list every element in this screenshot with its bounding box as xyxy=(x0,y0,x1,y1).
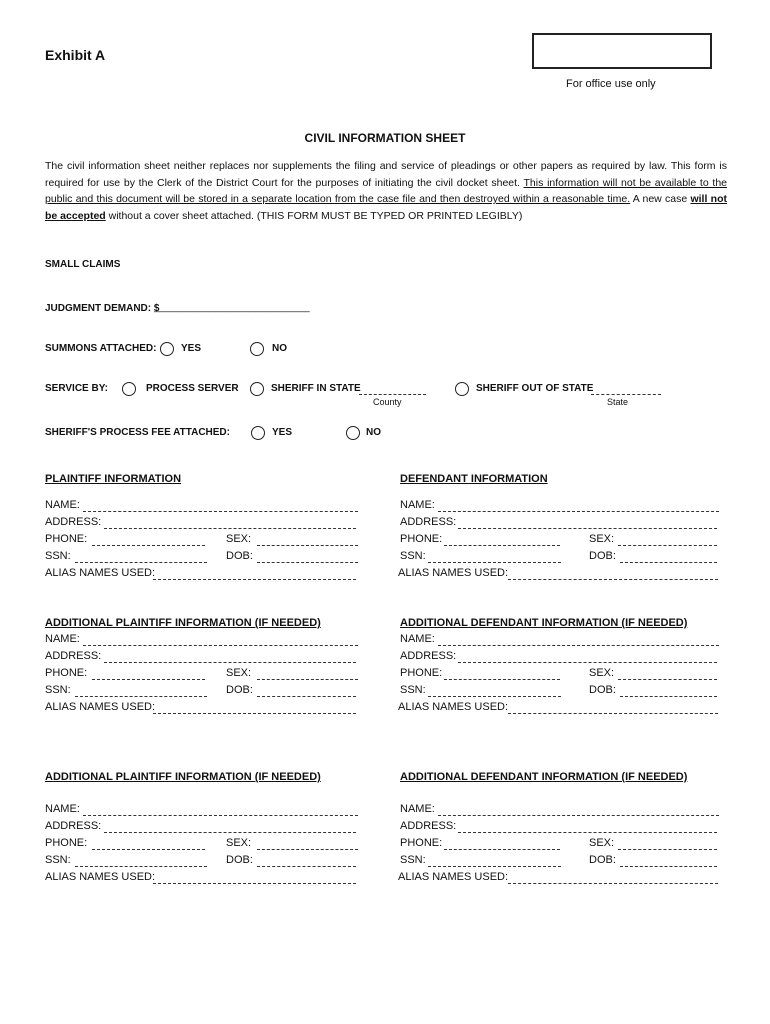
add-plaintiff-2-alias-field[interactable] xyxy=(153,883,356,884)
add-defendant-1-alias-field[interactable] xyxy=(508,713,718,714)
add-plaintiff-2-phone-label: PHONE: xyxy=(45,837,88,849)
add-plaintiff-1-ssn-field[interactable] xyxy=(75,696,207,697)
add-defendant-1-ssn-label: SSN: xyxy=(400,684,426,696)
add-defendant-1-phone-label: PHONE: xyxy=(400,667,443,679)
defendant-name-field[interactable] xyxy=(438,511,719,512)
add-defendant-2-ssn-field[interactable] xyxy=(428,866,561,867)
add-plaintiff-1-address-label: ADDRESS: xyxy=(45,650,102,662)
defendant-ssn-label: SSN: xyxy=(400,550,426,562)
small-claims-heading: SMALL CLAIMS xyxy=(45,259,121,270)
sheriff-out-state-label: SHERIFF OUT OF STATE xyxy=(476,383,594,394)
add-plaintiff-1-sex-label: SEX: xyxy=(226,667,252,679)
add-plaintiff-2-alias-label: ALIAS NAMES USED: xyxy=(45,871,156,883)
add-defendant-1-ssn-field[interactable] xyxy=(428,696,561,697)
fee-yes-radio[interactable] xyxy=(251,426,265,440)
add-plaintiff-1-address-field[interactable] xyxy=(104,662,356,663)
fee-yes-label: YES xyxy=(272,427,293,438)
plaintiff-phone-label: PHONE: xyxy=(45,533,88,545)
intro-text-2: A new case xyxy=(630,193,691,205)
add-plaintiff-2-name-field[interactable] xyxy=(83,815,358,816)
add-defendant-2-phone-field[interactable] xyxy=(444,849,560,850)
intro-not-accepted: will not be accepted xyxy=(45,193,727,222)
add-defendant-2-ssn-label: SSN: xyxy=(400,854,426,866)
intro-text-1: The civil information sheet neither replaces nor supplements the filing and service of pleadings or other papers as required by law. This form is required for use by the Clerk of the District Court for the purposes of initiating the civil docket sheet. xyxy=(45,160,727,189)
add-defendant-1-name-field[interactable] xyxy=(438,645,719,646)
add-defendant-2-alias-field[interactable] xyxy=(508,883,718,884)
add-plaintiff-2-dob-label: DOB: xyxy=(226,854,253,866)
add-defendant-2-name-label: NAME: xyxy=(400,803,435,815)
state-caption: State xyxy=(607,397,629,407)
add-plaintiff-1-dob-label: DOB: xyxy=(226,684,253,696)
add-plaintiff-heading-2: ADDITIONAL PLAINTIFF INFORMATION (IF NEEDED) xyxy=(45,771,321,783)
defendant-ssn-field[interactable] xyxy=(428,562,561,563)
plaintiff-sex-label: SEX: xyxy=(226,533,252,545)
county-field[interactable] xyxy=(359,394,426,395)
service-by-label: SERVICE BY: xyxy=(45,383,108,394)
plaintiff-alias-field[interactable] xyxy=(153,579,356,580)
plaintiff-ssn-label: SSN: xyxy=(45,550,71,562)
add-defendant-2-dob-label: DOB: xyxy=(589,854,616,866)
fee-no-label: NO xyxy=(366,427,381,438)
process-server-radio[interactable] xyxy=(122,382,136,396)
add-defendant-2-dob-field[interactable] xyxy=(620,866,717,867)
add-plaintiff-2-sex-field[interactable] xyxy=(257,849,358,850)
add-defendant-1-sex-label: SEX: xyxy=(589,667,615,679)
process-server-label: PROCESS SERVER xyxy=(146,383,239,394)
summons-yes-radio[interactable] xyxy=(160,342,174,356)
plaintiff-address-field[interactable] xyxy=(104,528,356,529)
plaintiff-name-field[interactable] xyxy=(83,511,358,512)
add-defendant-2-address-label: ADDRESS: xyxy=(400,820,457,832)
sheriff-in-state-label: SHERIFF IN STATE xyxy=(271,383,361,394)
defendant-phone-field[interactable] xyxy=(444,545,560,546)
add-plaintiff-1-name-label: NAME: xyxy=(45,633,80,645)
plaintiff-sex-field[interactable] xyxy=(257,545,358,546)
defendant-alias-field[interactable] xyxy=(508,579,718,580)
add-plaintiff-1-ssn-label: SSN: xyxy=(45,684,71,696)
add-defendant-1-sex-field[interactable] xyxy=(618,679,717,680)
add-plaintiff-1-phone-label: PHONE: xyxy=(45,667,88,679)
add-plaintiff-1-sex-field[interactable] xyxy=(257,679,358,680)
intro-privacy-notice: This information will not be available to the public and this document will be stored in a separate location from the case file and then destroyed within a reasonable time. xyxy=(45,176,728,205)
summons-yes-label: YES xyxy=(181,343,202,354)
add-defendant-1-address-label: ADDRESS: xyxy=(400,650,457,662)
defendant-address-field[interactable] xyxy=(458,528,717,529)
defendant-address-label: ADDRESS: xyxy=(400,516,457,528)
add-plaintiff-2-ssn-label: SSN: xyxy=(45,854,71,866)
plaintiff-dob-field[interactable] xyxy=(257,562,358,563)
add-defendant-2-phone-label: PHONE: xyxy=(400,837,443,849)
add-plaintiff-2-address-label: ADDRESS: xyxy=(45,820,102,832)
state-field[interactable] xyxy=(591,394,661,395)
add-defendant-1-dob-label: DOB: xyxy=(589,684,616,696)
defendant-name-label: NAME: xyxy=(400,499,435,511)
intro-paragraph xyxy=(45,158,727,224)
add-defendant-2-sex-label: SEX: xyxy=(589,837,615,849)
add-defendant-heading-2: ADDITIONAL DEFENDANT INFORMATION (IF NEEDED) xyxy=(400,771,688,783)
plaintiff-address-label: ADDRESS: xyxy=(45,516,102,528)
add-plaintiff-2-address-field[interactable] xyxy=(104,832,356,833)
add-defendant-1-dob-field[interactable] xyxy=(620,696,717,697)
county-caption: County xyxy=(373,397,402,407)
add-plaintiff-1-dob-field[interactable] xyxy=(257,696,356,697)
fee-no-radio[interactable] xyxy=(346,426,360,440)
add-plaintiff-1-alias-field[interactable] xyxy=(153,713,356,714)
add-plaintiff-2-phone-field[interactable] xyxy=(92,849,205,850)
add-plaintiff-1-name-field[interactable] xyxy=(83,645,358,646)
add-plaintiff-2-sex-label: SEX: xyxy=(226,837,252,849)
defendant-dob-label: DOB: xyxy=(589,550,616,562)
add-defendant-2-name-field[interactable] xyxy=(438,815,719,816)
defendant-sex-field[interactable] xyxy=(618,545,717,546)
summons-no-label: NO xyxy=(272,343,287,354)
add-defendant-1-name-label: NAME: xyxy=(400,633,435,645)
add-defendant-heading-1: ADDITIONAL DEFENDANT INFORMATION (IF NEEDED) xyxy=(400,617,688,629)
defendant-heading: DEFENDANT INFORMATION xyxy=(400,473,548,485)
add-plaintiff-2-name-label: NAME: xyxy=(45,803,80,815)
sheriff-in-state-radio[interactable] xyxy=(250,382,264,396)
plaintiff-alias-label: ALIAS NAMES USED: xyxy=(45,567,156,579)
exhibit-label: Exhibit A xyxy=(45,47,106,63)
office-use-label: For office use only xyxy=(566,78,656,90)
plaintiff-dob-label: DOB: xyxy=(226,550,253,562)
add-plaintiff-1-phone-field[interactable] xyxy=(92,679,205,680)
judgment-demand-label: JUDGMENT DEMAND: $ xyxy=(45,303,160,314)
defendant-dob-field[interactable] xyxy=(620,562,717,563)
add-plaintiff-2-dob-field[interactable] xyxy=(257,866,356,867)
defendant-phone-label: PHONE: xyxy=(400,533,443,545)
defendant-alias-label: ALIAS NAMES USED: xyxy=(398,567,509,579)
add-defendant-2-sex-field[interactable] xyxy=(618,849,717,850)
add-plaintiff-1-alias-label: ALIAS NAMES USED: xyxy=(45,701,156,713)
plaintiff-ssn-field[interactable] xyxy=(75,562,207,563)
add-plaintiff-heading-1: ADDITIONAL PLAINTIFF INFORMATION (IF NEEDED) xyxy=(45,617,321,629)
plaintiff-name-label: NAME: xyxy=(45,499,80,511)
add-plaintiff-2-ssn-field[interactable] xyxy=(75,866,207,867)
page-title: CIVIL INFORMATION SHEET xyxy=(304,131,466,145)
add-defendant-2-alias-label: ALIAS NAMES USED: xyxy=(398,871,509,883)
defendant-sex-label: SEX: xyxy=(589,533,615,545)
judgment-demand-field[interactable]: ____________________________ xyxy=(154,302,310,313)
summons-label: SUMMONS ATTACHED: xyxy=(45,343,157,354)
fee-attached-label: SHERIFF'S PROCESS FEE ATTACHED: xyxy=(45,427,230,438)
add-defendant-1-alias-label: ALIAS NAMES USED: xyxy=(398,701,509,713)
sheriff-out-state-radio[interactable] xyxy=(455,382,469,396)
office-use-box[interactable] xyxy=(532,33,712,69)
intro-text-3: without a cover sheet attached. (THIS FORM MUST BE TYPED OR PRINTED LEGIBLY) xyxy=(105,209,523,222)
plaintiff-phone-field[interactable] xyxy=(92,545,205,546)
summons-no-radio[interactable] xyxy=(250,342,264,356)
add-defendant-2-address-field[interactable] xyxy=(458,832,717,833)
add-defendant-1-phone-field[interactable] xyxy=(444,679,560,680)
plaintiff-heading: PLAINTIFF INFORMATION xyxy=(45,473,182,485)
add-defendant-1-address-field[interactable] xyxy=(458,662,717,663)
